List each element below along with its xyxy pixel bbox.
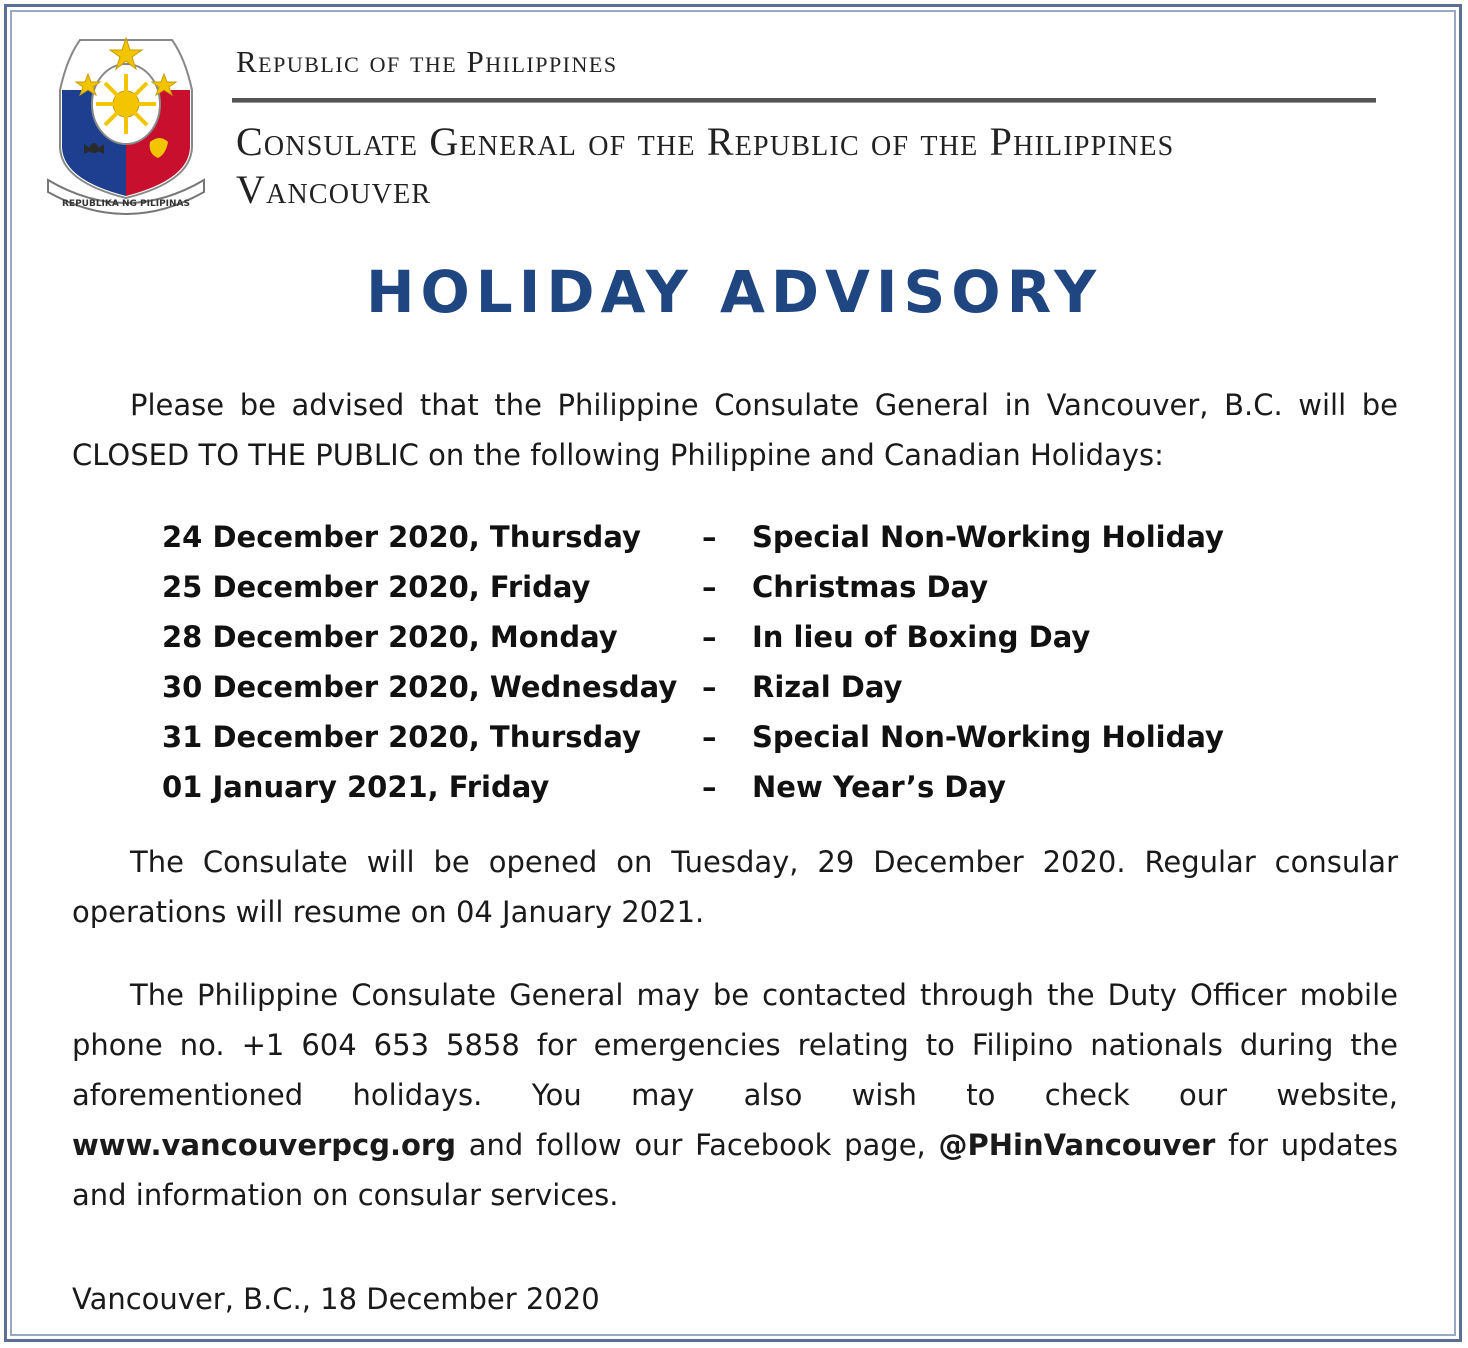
- holiday-name: Special Non-Working Holiday: [752, 720, 1224, 754]
- holiday-date: 01 January 2021, Friday: [162, 770, 550, 804]
- holiday-row: [162, 612, 1362, 662]
- header-divider: [232, 98, 1376, 103]
- contact-text-b: and follow our Facebook page,: [456, 1128, 939, 1162]
- holiday-row: [162, 662, 1362, 712]
- philippine-coat-of-arms: [40, 30, 212, 222]
- consulate-line-2: Vancouver: [236, 167, 432, 212]
- consulate-line-1: Consulate General of the Republic of the Philippines: [236, 119, 1175, 164]
- holiday-row: [162, 512, 1362, 562]
- holiday-name: New Year’s Day: [752, 770, 1006, 804]
- advisory-title: HOLIDAY ADVISORY: [365, 258, 1103, 326]
- holiday-date: 28 December 2020, Monday: [162, 620, 618, 654]
- intro-paragraph: [72, 380, 1398, 480]
- contact-paragraph: [72, 970, 1398, 1220]
- holiday-dash: –: [702, 620, 717, 654]
- opening-paragraph: [72, 837, 1398, 937]
- holiday-row: [162, 762, 1362, 812]
- holiday-date: 24 December 2020, Thursday: [162, 520, 641, 554]
- holiday-dash: –: [702, 670, 717, 704]
- holiday-dash: –: [702, 770, 717, 804]
- holiday-date: 30 December 2020, Wednesday: [162, 670, 678, 704]
- contact-text-c: for updates and information on consular services.: [72, 1128, 1398, 1212]
- holiday-list: [162, 512, 1362, 812]
- republic-heading: Republic of the Philippines: [236, 44, 618, 79]
- holiday-name: Christmas Day: [752, 570, 989, 604]
- intro-text: Please be advised that the Philippine Consulate General in Vancouver, B.C. will be CLOSED TO THE PUBLIC on the following Philippine and Canadian Holidays:: [72, 388, 1398, 472]
- holiday-dash: –: [702, 570, 717, 604]
- holiday-name: Special Non-Working Holiday: [752, 520, 1224, 554]
- holiday-date: 31 December 2020, Thursday: [162, 720, 641, 754]
- holiday-name: Rizal Day: [752, 670, 903, 704]
- holiday-date: 25 December 2020, Friday: [162, 570, 591, 604]
- holiday-row: [162, 712, 1362, 762]
- consulate-heading: [236, 118, 1396, 214]
- holiday-row: [162, 562, 1362, 612]
- contact-text-a: The Philippine Consulate General may be contacted through the Duty Officer mobile phone no. +1 604 653 5858 for emergencies relating to Filipino nationals during the aforementioned holidays. You may also wish to check our website,: [72, 978, 1398, 1112]
- seal-ribbon-text: REPUBLIKA NG PILIPINAS: [61, 199, 191, 209]
- holiday-name: In lieu of Boxing Day: [752, 620, 1091, 654]
- holiday-dash: –: [702, 520, 717, 554]
- opening-text: The Consulate will be opened on Tuesday, 29 December 2020. Regular consular operations will resume on 04 January 2021.: [72, 845, 1398, 929]
- holiday-dash: –: [702, 720, 717, 754]
- facebook-handle[interactable]: @PHinVancouver: [938, 1128, 1216, 1162]
- dateline: Vancouver, B.C., 18 December 2020: [72, 1282, 600, 1316]
- website-link[interactable]: www.vancouverpcg.org: [72, 1128, 456, 1162]
